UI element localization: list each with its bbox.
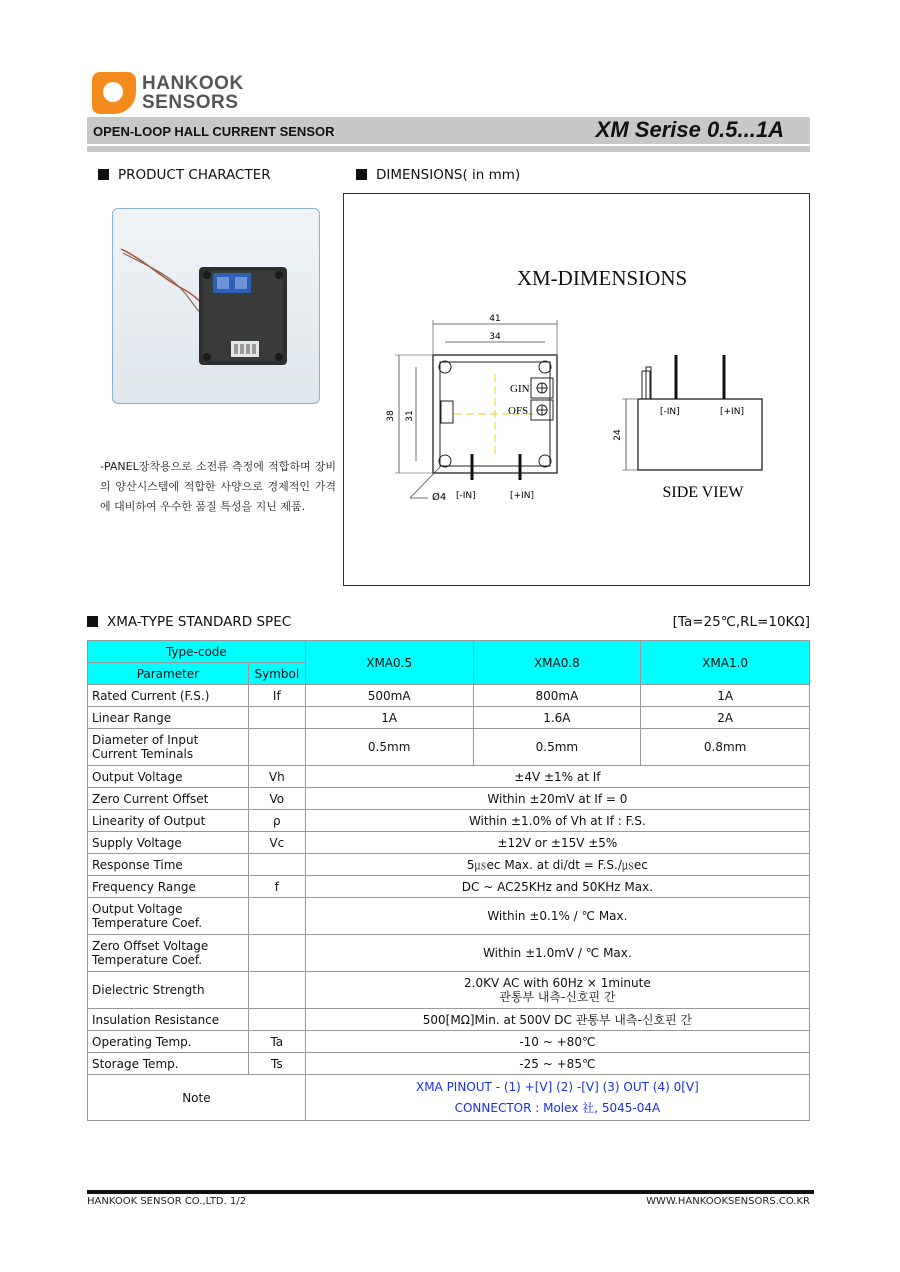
footer-rule [87,1190,814,1194]
table-row [88,972,810,1009]
table-row [88,832,810,854]
value-cell: 2A [641,707,810,729]
table-header-row [88,641,810,663]
table-row [88,935,810,972]
table-row [88,1009,810,1031]
table-row [88,1031,810,1053]
model-header-2: XMA0.8 [473,641,641,685]
dim-41-label: 41 [489,314,501,324]
connector-note: CONNECTOR : Molex 社, 5045-04A [454,1100,661,1115]
symbol-cell [248,1009,305,1031]
dim-34-label: 34 [489,332,501,342]
parameter-cell: Output Voltage Temperature Coef. [88,898,249,935]
top-pin-plus-label: [+IN] [510,491,534,501]
dim-31-label: 31 [405,410,415,422]
table-row [88,810,810,832]
value-cell: 1A [641,685,810,707]
table-row [88,729,810,766]
symbol-cell [248,707,305,729]
table-row [88,707,810,729]
parameter-cell: Frequency Range [88,876,249,898]
type-code-header: Type-code [88,641,306,663]
spec-heading [87,614,810,630]
logo-line-1: HANKOOK [142,73,244,94]
value-cell: 5㎲ec Max. at di/dt = F.S./㎲ec [305,854,809,876]
value-cell: 500[MΩ]Min. at 500V DC 관통부 내측-신호핀 간 [305,1009,809,1031]
symbol-cell [248,972,305,1009]
product-character-heading [98,167,271,183]
parameter-cell: Response Time [88,854,249,876]
sensor-photo-illustration [113,209,320,404]
footer-company: HANKOOK SENSOR CO.,LTD. 1/2 [87,1196,247,1207]
symbol-cell [248,854,305,876]
square-bullet-icon [356,169,367,180]
value-cell: Within ±20mV at If = 0 [305,788,809,810]
note-content-cell [305,1075,809,1121]
symbol-cell: Vo [248,788,305,810]
document-subtitle: OPEN-LOOP HALL CURRENT SENSOR [93,124,335,139]
value-cell: Within ±1.0% of Vh at If : F.S. [305,810,809,832]
note-row [88,1075,810,1121]
table-row [88,1053,810,1075]
parameter-cell: Dielectric Strength [88,972,249,1009]
spec-heading-label: XMA-TYPE STANDARD SPEC [107,614,292,630]
dim-24-label: 24 [613,429,623,441]
symbol-cell: Ta [248,1031,305,1053]
value-cell: DC ~ AC25KHz and 50KHz Max. [305,876,809,898]
ofs-label: OFS [508,405,529,417]
title-bar [87,117,810,144]
value-cell: Within ±0.1% / ℃ Max. [305,898,809,935]
value-cell: 1.6A [473,707,641,729]
parameter-cell: Storage Temp. [88,1053,249,1075]
side-view-label: SIDE VIEW [662,484,744,501]
parameter-cell: Linear Range [88,707,249,729]
dimensions-label: DIMENSIONS( in mm) [376,167,521,183]
symbol-header: Symbol [248,663,305,685]
symbol-cell: ρ [248,810,305,832]
symbol-cell [248,898,305,935]
title-underline [87,146,810,152]
product-description: -PANEL장착용으로 소전류 측정에 적합하며 장비의 양산시스템에 적합한 사양으로 경제적인 가격에 대비하여 우수한 품질 특성을 지닌 제품. [100,460,336,513]
value-cell: 0.8mm [641,729,810,766]
symbol-cell [248,729,305,766]
value-cell: 0.5mm [473,729,641,766]
pinout-note: XMA PINOUT - (1) +[V] (2) -[V] (3) OUT (4) 0[V] [415,1079,699,1094]
table-row [88,876,810,898]
value-cell: 500mA [305,685,473,707]
value-cell: ±4V ±1% at If [305,766,809,788]
parameter-cell: Zero Current Offset [88,788,249,810]
parameter-cell: Linearity of Output [88,810,249,832]
parameter-header: Parameter [88,663,249,685]
gin-label: GIN [510,383,530,395]
note-label-cell: Note [88,1075,306,1121]
model-header-1: XMA0.5 [305,641,473,685]
document-title: XM Serise 0.5...1A [595,117,784,142]
drawing-title: XM-DIMENSIONS [516,266,688,290]
logo-line-2: SENSORS [142,92,239,113]
value-cell: Within ±1.0mV / ℃ Max. [305,935,809,972]
parameter-cell: Operating Temp. [88,1031,249,1053]
product-character-label: PRODUCT CHARACTER [118,167,271,183]
symbol-cell: Vc [248,832,305,854]
parameter-cell: Diameter of Input Current Teminals [88,729,249,766]
side-pin-minus-label: [-IN] [660,407,680,417]
square-bullet-icon [98,169,109,180]
symbol-cell: Vh [248,766,305,788]
value-cell: 0.5mm [305,729,473,766]
company-logo [92,72,244,114]
dimensions-heading [356,167,520,183]
symbol-cell: Ts [248,1053,305,1075]
value-cell: ±12V or ±15V ±5% [305,832,809,854]
symbol-cell: f [248,876,305,898]
dim-hole-label: Ø4 [432,492,447,503]
top-pin-minus-label: [-IN] [456,491,476,501]
spec-condition: [Ta=25℃,RL=10KΩ] [672,614,810,630]
parameter-cell: Insulation Resistance [88,1009,249,1031]
footer-website: WWW.HANKOOKSENSORS.CO.KR [646,1196,810,1207]
parameter-cell: Output Voltage [88,766,249,788]
model-header-3: XMA1.0 [641,641,810,685]
table-row [88,788,810,810]
dimension-diagram [344,194,811,587]
dimensions-drawing [343,193,810,586]
square-bullet-icon [87,616,98,627]
dim-38-label: 38 [386,410,396,422]
parameter-cell: Supply Voltage [88,832,249,854]
value-cell: -25 ~ +85℃ [305,1053,809,1075]
side-pin-plus-label: [+IN] [720,407,744,417]
logo-mark-icon [92,72,136,114]
parameter-cell: Zero Offset Voltage Temperature Coef. [88,935,249,972]
table-row [88,766,810,788]
value-cell: -10 ~ +80℃ [305,1031,809,1053]
table-row [88,898,810,935]
product-photo [112,208,320,404]
logo-text [142,74,244,112]
value-cell: 2.0KV AC with 60Hz × 1minute 관통부 내측-신호핀 간 [305,972,809,1009]
symbol-cell: If [248,685,305,707]
symbol-cell [248,935,305,972]
table-row [88,854,810,876]
value-cell: 1A [305,707,473,729]
parameter-cell: Rated Current (F.S.) [88,685,249,707]
table-row [88,685,810,707]
spec-table [87,640,810,1121]
value-cell: 800mA [473,685,641,707]
